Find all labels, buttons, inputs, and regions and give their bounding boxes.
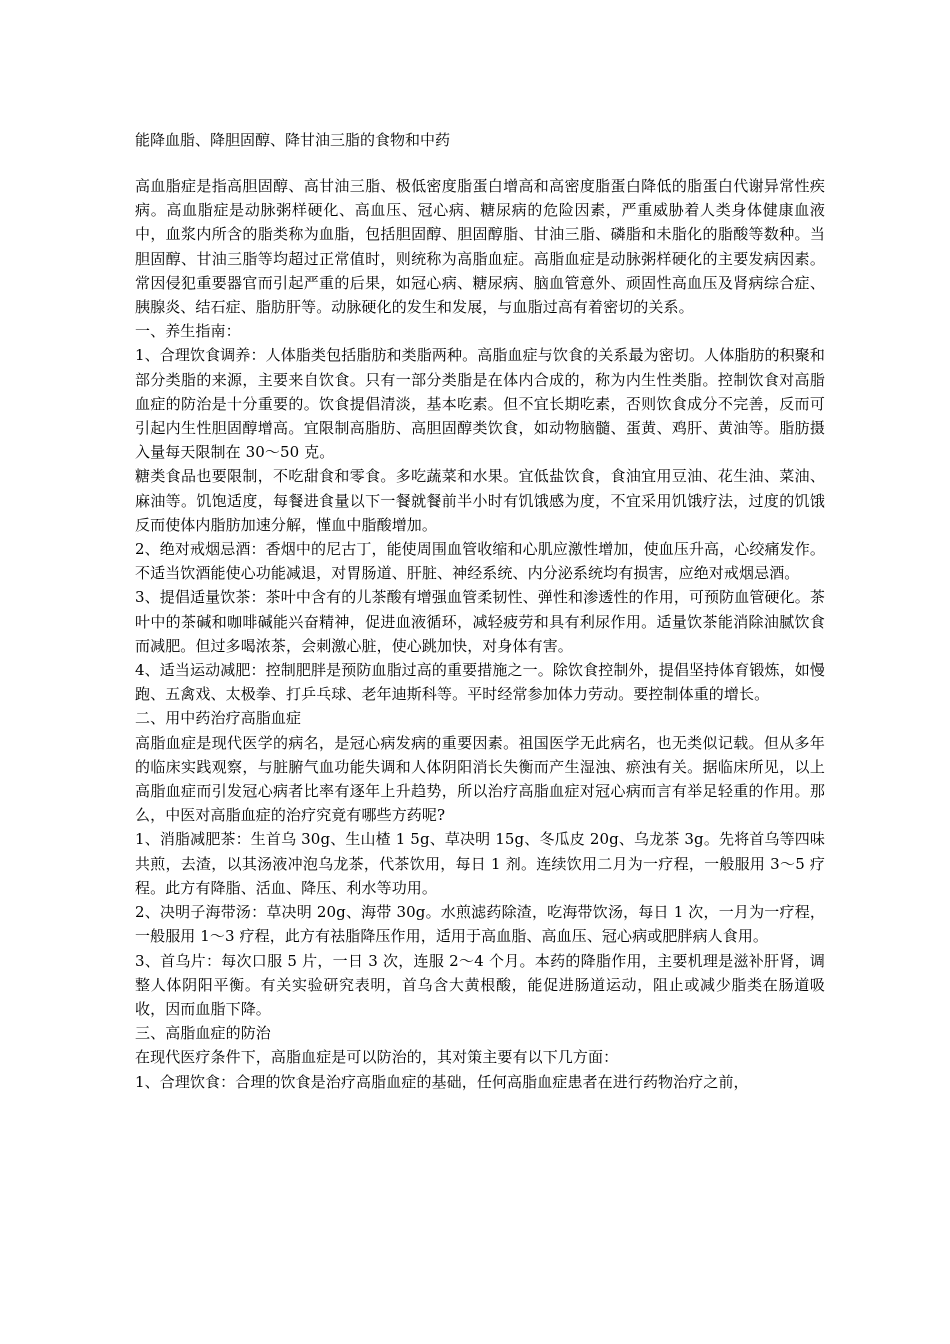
paragraph-slimming-tea: 1、消脂减肥茶：生首乌 30g、生山楂 1 5g、草决明 15g、冬瓜皮 20g、乌龙茶 3g。先将首乌等四味共煎，去渣，以其汤液冲泡乌龙茶，代茶饮用，每日 1 剂。连续饮用二月为一疗程，一般服用 3～5 疗程。此方有降脂、活血、降压、利水等功用。 — [135, 830, 825, 897]
paragraph-tea: 3、提倡适量饮茶：茶叶中含有的儿茶酸有增强血管柔韧性、弹性和渗透性的作用，可预防血管硬化。茶叶中的茶碱和咖啡碱能兴奋精神，促进血液循环，减轻疲劳和具有利尿作用。适量饮茶能消除油腻饮食而减肥。但过多喝浓茶，会刺激心脏，使心跳加快，对身体有害。 — [135, 588, 825, 655]
paragraph-tcm-intro: 高脂血症是现代医学的病名，是冠心病发病的重要因素。祖国医学无此病名，也无类似记载。但从多年的临床实践观察，与脏腑气血功能失调和人体阴阳消长失衡而产生湿浊、瘀浊有关。据临床所见，以上高脂血症而引发冠心病者比率有逐年上升趋势，所以治疗高脂血症对冠心病而言有举足轻重的作用。那么，中医对高脂血症的治疗究竟有哪些方药呢? — [135, 733, 825, 825]
section-heading-health-guide: 一、养生指南： — [135, 322, 241, 341]
paragraph-prevention-intro: 在现代医疗条件下，高脂血症是可以防治的，其对策主要有以下几方面： — [135, 1048, 619, 1067]
paragraph-smoking-alcohol: 2、绝对戒烟忌酒：香烟中的尼古丁，能使周围血管收缩和心肌应激性增加，使血压升高，心绞痛发作。不适当饮酒能使心功能减退，对胃肠道、肝脏、神经系统、内分泌系统均有损害，应绝对戒烟忌酒。 — [135, 540, 825, 583]
paragraph-cassia-kelp-soup: 2、决明子海带汤：草决明 20g、海带 30g。水煎滤药除渣，吃海带饮汤，每日 1 次，一月为一疗程，一般服用 1～3 疗程，此方有祛脂降压作用，适用于高血脂、高血压、冠心病或肥胖病人食用。 — [135, 903, 825, 946]
paragraph-exercise: 4、适当运动减肥：控制肥胖是预防血脂过高的重要措施之一。除饮食控制外，提倡坚持体育锻炼，如慢跑、五禽戏、太极拳、打乒乓球、老年迪斯科等。平时经常参加体力劳动。要控制体重的增长。 — [135, 661, 825, 704]
document-title: 能降血脂、降胆固醇、降甘油三脂的食物和中药 — [135, 131, 451, 149]
section-heading-tcm: 二、用中药治疗高脂血症 — [135, 709, 302, 728]
paragraph-shouwu-tablet: 3、首乌片：每次口服 5 片，一日 3 次，连服 2～4 个月。本药的降脂作用，主要机理是滋补肝肾，调整人体阴阳平衡。有关实验研究表明，首乌含大黄根酸，能促进肠道运动，阻止或减少脂类在肠道吸收，因而血脂下降。 — [135, 951, 825, 1018]
paragraph-reasonable-diet: 1、合理饮食：合理的饮食是治疗高脂血症的基础，任何高脂血症患者在进行药物治疗之前， — [135, 1072, 749, 1091]
document-body — [135, 174, 825, 1094]
intro-paragraph: 高血脂症是指高胆固醇、高甘油三脂、极低密度脂蛋白增高和高密度脂蛋白降低的脂蛋白代谢异常性疾病。高血脂症是动脉粥样硬化、高血压、冠心病、糖尿病的危险因素，严重威胁着人类身体健康血液中，血浆内所含的脂类称为血脂，包括胆固醇、胆固醇脂、甘油三脂、磷脂和未脂化的脂酸等数种。当胆固醇、甘油三脂等均超过正常值时，则统称为高脂血症。高脂血症是动脉粥样硬化的主要发病因素。常因侵犯重要器官而引起严重的后果，如冠心病、糖尿病、脑血管意外、顽固性高血压及肾病综合症、胰腺炎、结石症、脂肪肝等。动脉硬化的发生和发展，与血脂过高有着密切的关系。 — [135, 177, 825, 317]
paragraph-diet: 1、合理饮食调养：人体脂类包括脂肪和类脂两种。高脂血症与饮食的关系最为密切。人体脂肪的积聚和部分类脂的来源，主要来自饮食。只有一部分类脂是在体内合成的，称为内生性类脂。控制饮食对高脂血症的防治是十分重要的。饮食提倡清淡，基本吃素。但不宜长期吃素，否则饮食成分不完善，反而可引起内生性胆固醇增高。宜限制高脂肪、高胆固醇类饮食，如动物脑髓、蛋黄、鸡肝、黄油等。脂肪摄入量每天限制在 30～50 克。 — [135, 346, 825, 462]
paragraph-sugar-food: 糖类食品也要限制，不吃甜食和零食。多吃蔬菜和水果。宜低盐饮食，食油宜用豆油、花生油、菜油、麻油等。饥饱适度，每餐进食量以下一餐就餐前半小时有饥饿感为度，不宜采用饥饿疗法，过度的饥饿反而使体内脂肪加速分解，慬血中脂酸增加。 — [135, 467, 825, 534]
section-heading-prevention: 三、高脂血症的防治 — [135, 1024, 271, 1043]
